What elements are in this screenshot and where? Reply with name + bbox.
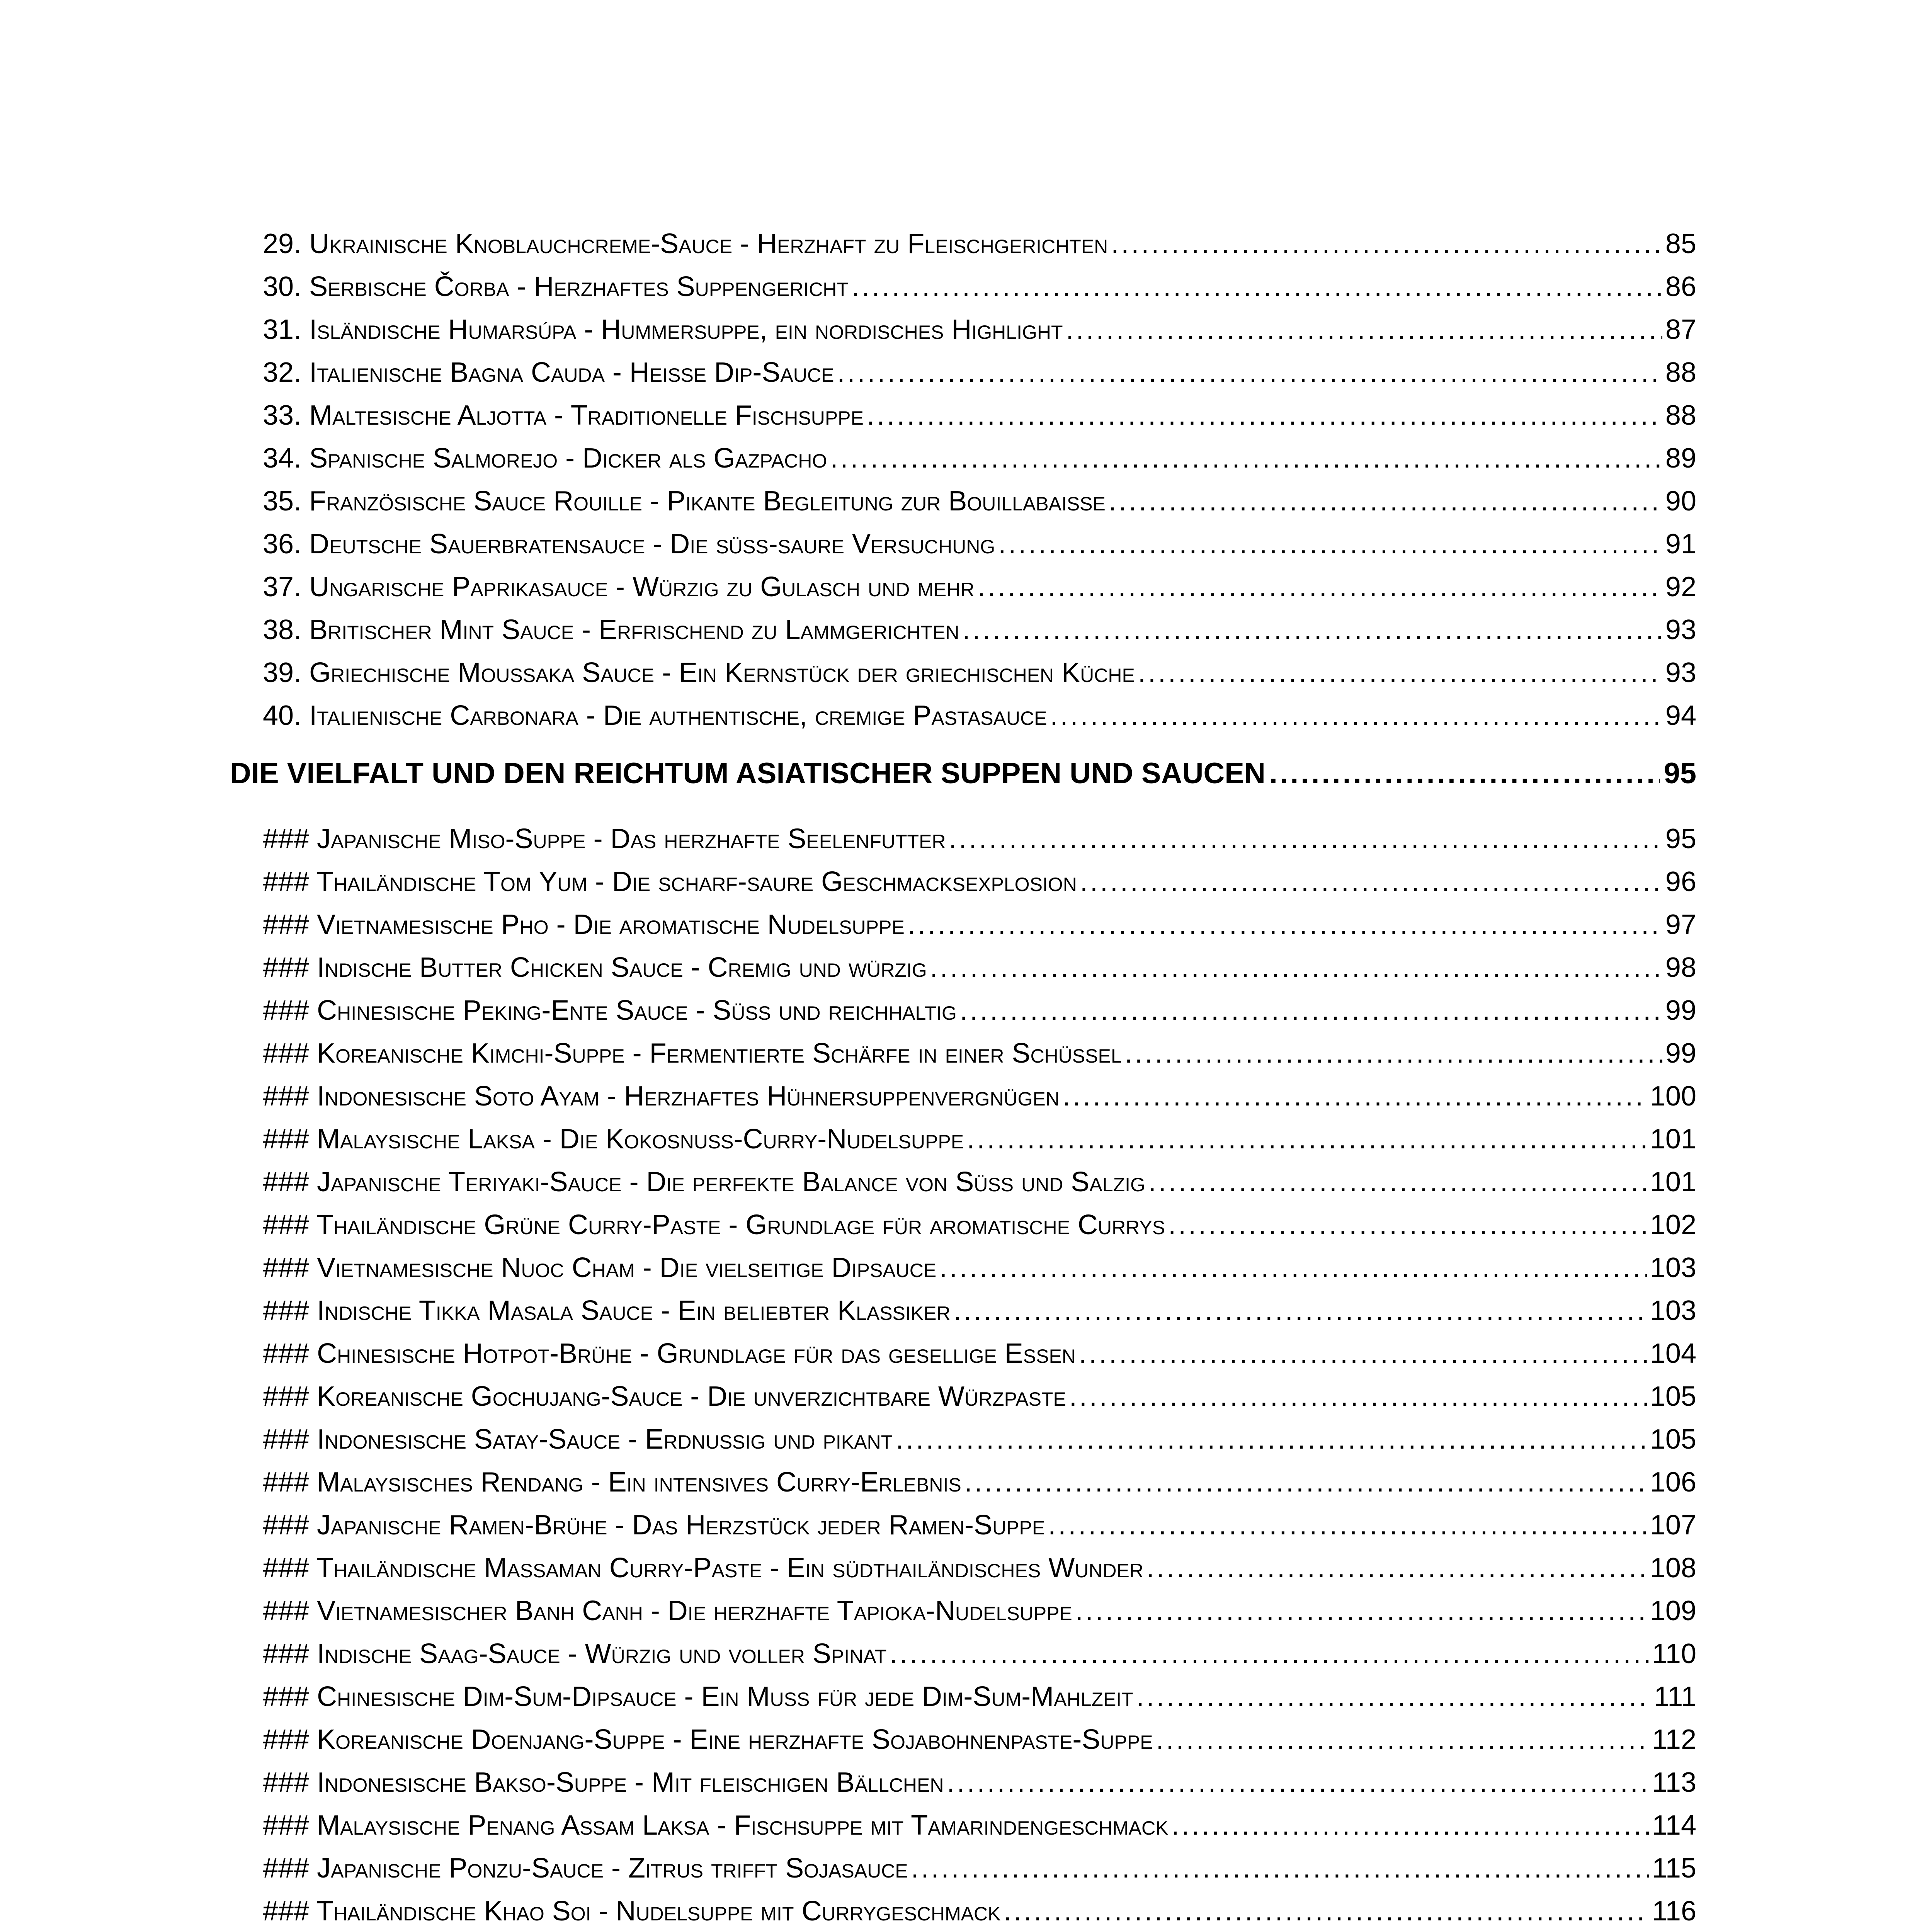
toc-entry-title: 35. Französische Sauce Rouille - Pikante Begleitung zur Bouillabaisse: [263, 486, 1106, 517]
dot-leader: [1148, 1166, 1647, 1198]
toc-entry-page: 104: [1650, 1338, 1696, 1369]
toc-entry[interactable]: [263, 1338, 1696, 1376]
dot-leader: [939, 1252, 1647, 1284]
toc-entry-page: 103: [1650, 1295, 1696, 1326]
toc-entry-page: 101: [1650, 1124, 1696, 1155]
dot-leader: [1063, 1080, 1647, 1112]
toc-entry[interactable]: [263, 357, 1696, 395]
toc-entry-title: ### Koreanische Gochujang-Sauce - Die unverzichtbare Würzpaste: [263, 1381, 1066, 1412]
toc-entry-page: 93: [1665, 657, 1696, 688]
section-heading-label: DIE VIELFALT UND DEN REICHTUM ASIATISCHER SUPPEN UND SAUCEN: [230, 757, 1266, 790]
toc-entry[interactable]: [263, 952, 1696, 990]
dot-leader: [852, 271, 1662, 303]
toc-entry-title: ### Chinesische Dim-Sum-Dipsauce - Ein Muss für jede Dim-Sum-Mahlzeit: [263, 1681, 1133, 1712]
dot-leader: [1050, 700, 1662, 731]
toc-entry[interactable]: [263, 528, 1696, 567]
toc-entry-page: 100: [1650, 1081, 1696, 1112]
toc-entry-title: ### Malaysische Penang Assam Laksa - Fischsuppe mit Tamarindengeschmack: [263, 1810, 1169, 1841]
toc-entry-page: 85: [1665, 228, 1696, 259]
toc-entry-title: 40. Italienische Carbonara - Die authentische, cremige Pastasauce: [263, 700, 1047, 731]
toc-entry[interactable]: [263, 228, 1696, 267]
toc-entry-page: 89: [1665, 443, 1696, 474]
dot-leader: [947, 1767, 1649, 1798]
toc-entry-page: 112: [1652, 1724, 1696, 1755]
toc-entry[interactable]: [263, 1209, 1696, 1248]
toc-entry-page: 93: [1665, 614, 1696, 645]
dot-leader: [837, 357, 1662, 388]
dot-leader: [964, 1466, 1647, 1498]
toc-entry[interactable]: [263, 1466, 1696, 1505]
dot-leader: [1171, 1810, 1649, 1841]
toc-entry[interactable]: [263, 1166, 1696, 1205]
toc-entry-page: 106: [1650, 1467, 1696, 1498]
dot-leader: [978, 571, 1662, 603]
toc-entry-title: ### Thailändische Khao Soi - Nudelsuppe mit Currygeschmack: [263, 1896, 1001, 1927]
toc-entry-page: 116: [1652, 1896, 1696, 1927]
toc-entry-title: ### Malaysisches Rendang - Ein intensives Curry-Erlebnis: [263, 1467, 961, 1498]
dot-leader: [967, 1123, 1647, 1155]
toc-entry-title: ### Indische Tikka Masala Sauce - Ein beliebter Klassiker: [263, 1295, 951, 1326]
toc-entry[interactable]: [263, 1252, 1696, 1291]
toc-entry-title: 31. Isländische Humarsúpa - Hummersuppe, ein nordisches Highlight: [263, 314, 1063, 345]
dot-leader: [1136, 1681, 1651, 1713]
toc-entry-page: 110: [1652, 1638, 1696, 1669]
toc-entry-page: 96: [1665, 866, 1696, 897]
dot-leader: [908, 909, 1662, 940]
toc-entry-page: 90: [1665, 486, 1696, 517]
toc-entry[interactable]: [263, 700, 1696, 738]
toc-entry-page: 101: [1650, 1167, 1696, 1197]
toc-entry-page: 91: [1665, 529, 1696, 560]
toc-entry-title: 33. Maltesische Aljotta - Traditionelle Fischsuppe: [263, 400, 864, 431]
toc-entry-title: ### Thailändische Massaman Curry-Paste - Ein südthailändisches Wunder: [263, 1553, 1143, 1583]
toc-entry[interactable]: [263, 400, 1696, 438]
dot-leader: [1156, 1724, 1649, 1755]
toc-entry[interactable]: [263, 1509, 1696, 1548]
toc-entry-title: ### Indonesische Bakso-Suppe - Mit fleischigen Bällchen: [263, 1767, 944, 1798]
toc-entry-page: 103: [1650, 1252, 1696, 1283]
toc-entry[interactable]: [263, 1552, 1696, 1591]
toc-entry-page: 87: [1665, 314, 1696, 345]
dot-leader: [867, 400, 1662, 431]
dot-leader: [1168, 1209, 1647, 1241]
toc-entry-page: 105: [1650, 1381, 1696, 1412]
dot-leader: [1138, 657, 1662, 689]
toc-entry-title: 36. Deutsche Sauerbratensauce - Die süß-saure Versuchung: [263, 529, 995, 560]
toc-entry-page: 98: [1665, 952, 1696, 983]
toc-entry-page: 109: [1650, 1595, 1696, 1626]
toc-entry-title: 39. Griechische Moussaka Sauce - Ein Kernstück der griechischen Küche: [263, 657, 1135, 688]
toc-entry-page: 102: [1650, 1209, 1696, 1240]
toc-entry-title: ### Thailändische Tom Yum - Die scharf-saure Geschmacksexplosion: [263, 866, 1077, 897]
toc-entry[interactable]: [263, 657, 1696, 696]
toc-entry-title: 30. Serbische Čorba - Herzhaftes Suppengericht: [263, 271, 849, 302]
dot-leader: [954, 1295, 1647, 1327]
toc-entry-page: 108: [1650, 1553, 1696, 1583]
dot-leader: [960, 995, 1662, 1026]
toc-entry[interactable]: [263, 1381, 1696, 1419]
toc-entry[interactable]: [263, 1638, 1696, 1677]
toc-entry-title: ### Japanische Ponzu-Sauce - Zitrus trifft Sojasauce: [263, 1853, 908, 1884]
dot-leader: [830, 442, 1662, 474]
dot-leader: [890, 1638, 1649, 1670]
dot-leader: [949, 823, 1662, 855]
toc-entry-page: 88: [1665, 400, 1696, 431]
toc-entry-title: ### Indische Butter Chicken Sauce - Cremig und würzig: [263, 952, 927, 983]
dot-leader: [963, 614, 1662, 646]
toc-entry[interactable]: [263, 1852, 1696, 1891]
toc-entry-page: 111: [1654, 1681, 1696, 1712]
dot-leader: [911, 1852, 1649, 1884]
toc-entry[interactable]: [263, 614, 1696, 653]
toc-entry-page: 105: [1650, 1424, 1696, 1455]
dot-leader: [930, 952, 1662, 983]
toc-entry[interactable]: [263, 1595, 1696, 1634]
toc-entry[interactable]: [263, 909, 1696, 947]
toc-entry[interactable]: [263, 866, 1696, 905]
toc-entry-page: 88: [1665, 357, 1696, 388]
toc-entry-title: ### Vietnamesischer Banh Canh - Die herzhafte Tapioka-Nudelsuppe: [263, 1595, 1072, 1626]
section-heading-page: 95: [1664, 757, 1696, 790]
dot-leader: [1146, 1552, 1647, 1584]
dot-leader: [896, 1423, 1647, 1455]
toc-entry[interactable]: [263, 995, 1696, 1033]
toc-entry-page: 99: [1665, 995, 1696, 1026]
toc-entry[interactable]: [263, 271, 1696, 310]
toc-entry-title: ### Indische Saag-Sauce - Würzig und voller Spinat: [263, 1638, 887, 1669]
toc-entry-title: 38. Britischer Mint Sauce - Erfrischend zu Lammgerichten: [263, 614, 959, 645]
toc-entry[interactable]: [263, 314, 1696, 352]
toc-entry-page: 97: [1665, 909, 1696, 940]
toc-entry-title: ### Koreanische Doenjang-Suppe - Eine herzhafte Sojabohnenpaste-Suppe: [263, 1724, 1153, 1755]
toc-entry[interactable]: [263, 1767, 1696, 1805]
toc-entry-page: 99: [1665, 1038, 1696, 1069]
dot-leader: [1048, 1509, 1647, 1541]
toc-entry-title: ### Thailändische Grüne Curry-Paste - Grundlage für aromatische Currys: [263, 1209, 1165, 1240]
dot-leader: [1004, 1895, 1649, 1927]
dot-leader: [1269, 757, 1660, 790]
toc-entry[interactable]: [263, 1295, 1696, 1333]
toc-entry-page: 94: [1665, 700, 1696, 731]
dot-leader: [998, 528, 1662, 560]
toc-entry-page: 95: [1665, 823, 1696, 854]
toc-entry-title: ### Indonesische Satay-Sauce - Erdnussig und pikant: [263, 1424, 893, 1455]
toc-entry-title: ### Indonesische Soto Ayam - Herzhaftes Hühnersuppenvergnügen: [263, 1081, 1060, 1112]
toc-entry[interactable]: [263, 1123, 1696, 1162]
toc-entry-title: 29. Ukrainische Knoblauchcreme-Sauce - Herzhaft zu Fleischgerichten: [263, 228, 1108, 259]
toc-entry[interactable]: [263, 485, 1696, 524]
toc-entry[interactable]: [263, 1080, 1696, 1119]
toc-entry[interactable]: [263, 1895, 1696, 1932]
toc-entry-title: ### Chinesische Hotpot-Brühe - Grundlage für das gesellige Essen: [263, 1338, 1076, 1369]
toc-section-heading[interactable]: [230, 757, 1696, 799]
toc-entry-title: ### Koreanische Kimchi-Suppe - Fermentierte Schärfe in einer Schüssel: [263, 1038, 1122, 1069]
toc-entry-page: 113: [1652, 1767, 1696, 1798]
toc-entry-title: ### Vietnamesische Nuoc Cham - Die vielseitige Dipsauce: [263, 1252, 937, 1283]
toc-entry-title: ### Malaysische Laksa - Die Kokosnuss-Curry-Nudelsuppe: [263, 1124, 964, 1155]
toc-entry[interactable]: [263, 1423, 1696, 1462]
toc-entry-page: 92: [1665, 571, 1696, 602]
toc-entry[interactable]: [263, 571, 1696, 610]
toc-entry[interactable]: [263, 1810, 1696, 1848]
dot-leader: [1069, 1381, 1647, 1412]
dot-leader: [1075, 1595, 1647, 1627]
toc-entry[interactable]: [263, 1037, 1696, 1076]
dot-leader: [1125, 1037, 1662, 1069]
toc-entry-title: 34. Spanische Salmorejo - Dicker als Gazpacho: [263, 443, 827, 474]
dot-leader: [1066, 314, 1662, 345]
dot-leader: [1111, 228, 1662, 260]
toc-entry[interactable]: [263, 1681, 1696, 1719]
toc-entry-title: ### Japanische Teriyaki-Sauce - Die perfekte Balance von Süß und Salzig: [263, 1167, 1145, 1197]
toc-entry[interactable]: [263, 823, 1696, 862]
dot-leader: [1109, 485, 1662, 517]
toc-entry-page: 86: [1665, 271, 1696, 302]
toc-entry-page: 107: [1650, 1510, 1696, 1541]
toc-entry-page: 115: [1652, 1853, 1696, 1884]
toc-entry[interactable]: [263, 1724, 1696, 1762]
dot-leader: [1080, 866, 1662, 898]
dot-leader: [1079, 1338, 1647, 1369]
toc-entry-title: ### Japanische Miso-Suppe - Das herzhafte Seelenfutter: [263, 823, 946, 854]
toc-entry-title: 32. Italienische Bagna Cauda - Heiße Dip-Sauce: [263, 357, 834, 388]
toc-entry-title: ### Japanische Ramen-Brühe - Das Herzstück jeder Ramen-Suppe: [263, 1510, 1045, 1541]
toc-entry-title: ### Vietnamesische Pho - Die aromatische Nudelsuppe: [263, 909, 905, 940]
toc-entry-title: 37. Ungarische Paprikasauce - Würzig zu Gulasch und mehr: [263, 571, 975, 602]
toc-entry-page: 114: [1652, 1810, 1696, 1841]
toc-entry[interactable]: [263, 442, 1696, 481]
toc-entry-title: ### Chinesische Peking-Ente Sauce - Süß und reichhaltig: [263, 995, 957, 1026]
